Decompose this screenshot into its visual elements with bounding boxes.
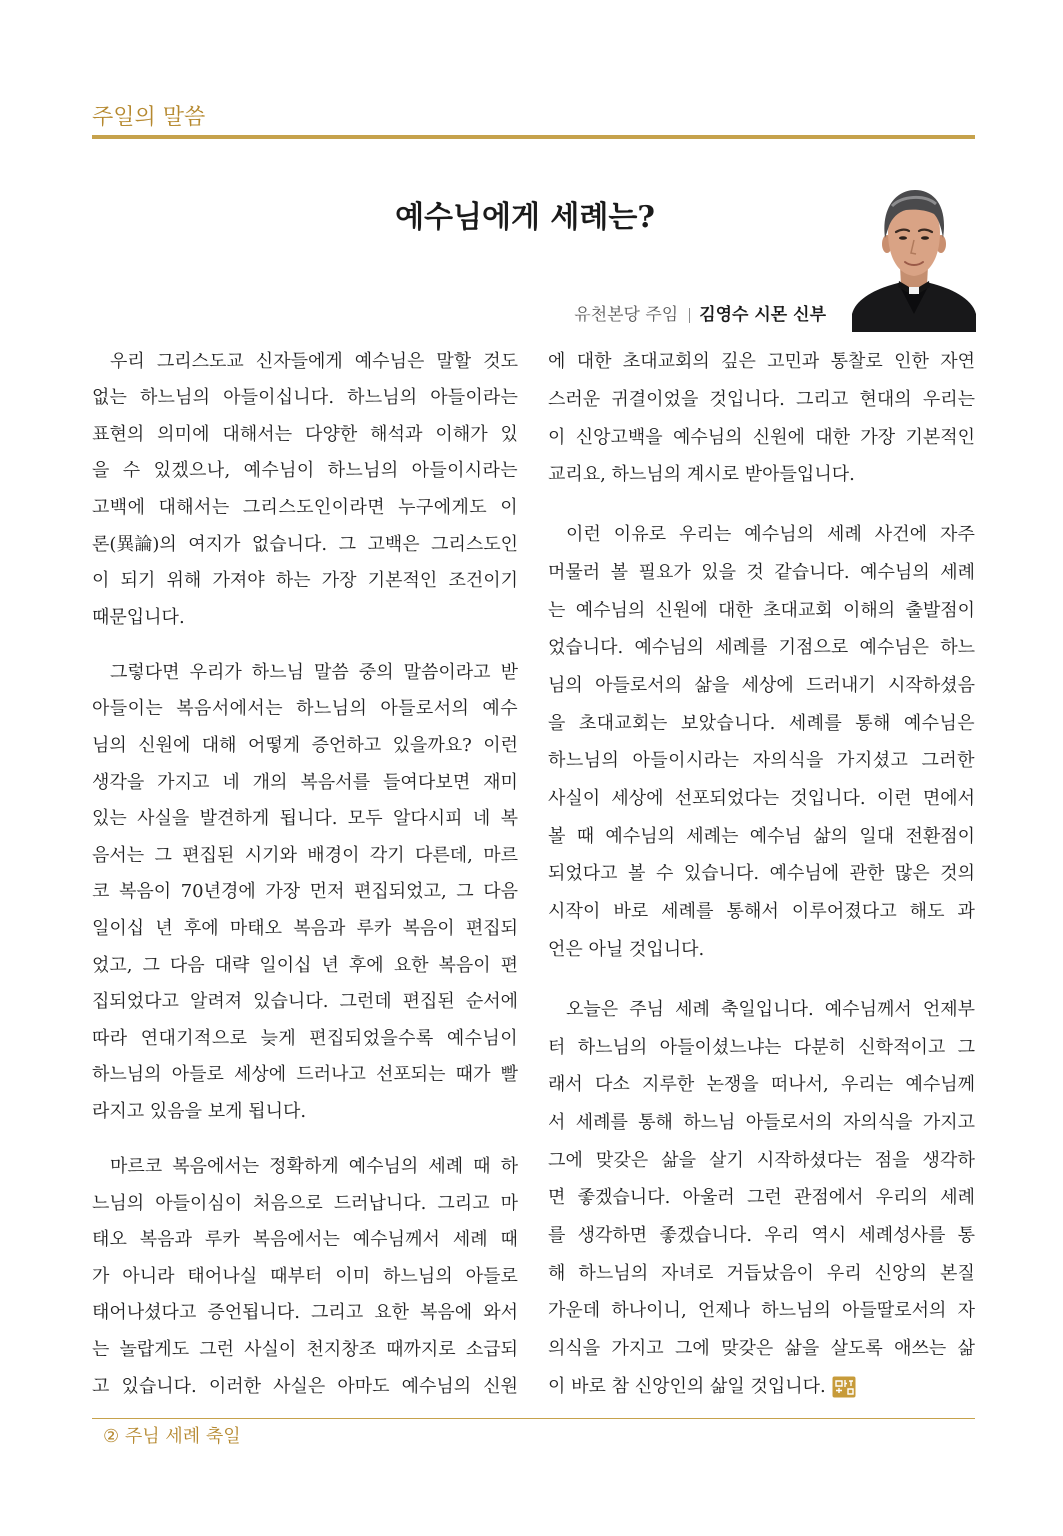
line-text: 사실이 세상에 선포되었다는 것입니다. 이런 면에서 (548, 788, 975, 810)
line-text: 래서 다소 지루한 논쟁을 떠나서, 우리는 예수님께 (548, 1074, 975, 1096)
text-line (92, 417, 518, 454)
text-line (548, 893, 975, 931)
text-line (548, 516, 975, 554)
line-text: 생각을 가지고 네 개의 복음서를 들여다보면 재미 (92, 771, 518, 793)
line-text: 볼 때 예수님의 세례는 예수님 삶의 일대 전환점이 (548, 825, 975, 847)
text-line (92, 838, 518, 875)
line-text: 었습니다. 예수님의 세례를 기점으로 예수님은 하느 (548, 637, 975, 659)
text-line (92, 1295, 518, 1332)
text-line (92, 691, 518, 728)
text-line (548, 1368, 975, 1406)
line-text: 아들이는 복음서에서는 하느님의 아들로서의 예수 (92, 698, 518, 720)
text-line (92, 453, 518, 490)
line-text: 가 아니라 태어나실 때부터 이미 하느님의 아들로 (92, 1265, 518, 1287)
line-text: 이 되기 위해 가져야 하는 가장 기본적인 조건이기 (92, 570, 518, 592)
line-text: 론(異論)의 여지가 없습니다. 그 고백은 그리스도인 (92, 533, 518, 555)
byline (574, 305, 826, 325)
text-line (92, 344, 518, 381)
line-text: 느님의 아들이심이 처음으로 드러납니다. 그리고 마 (92, 1192, 518, 1214)
text-line (548, 818, 975, 856)
line-text: 을 초대교회는 보았습니다. 세례를 통해 예수님은 (548, 712, 975, 734)
line-text: 집되었다고 알려져 있습니다. 그런데 편집된 순서에 (92, 991, 518, 1013)
line-text: 의식을 가지고 그에 맞갖은 삶을 살도록 애쓰는 삶 (548, 1338, 975, 1360)
line-text: 해 하느님의 자녀로 거듭났음이 우리 신앙의 본질 (548, 1262, 975, 1284)
text-line (92, 380, 518, 417)
text-line (548, 1292, 975, 1330)
line-text: 마르코 복음에서는 정확하게 예수님의 세례 때 하 (110, 1155, 518, 1177)
line-text: 에 대한 초대교회의 깊은 고민과 통찰로 인한 자연 (548, 351, 975, 373)
text-line (548, 629, 975, 667)
line-text: 님의 신원에 대해 어떻게 증언하고 있을까요? 이런 (92, 735, 518, 757)
paragraph (548, 343, 975, 494)
text-line (548, 1255, 975, 1293)
line-text: 스러운 귀결이었을 것입니다. 그리고 현대의 우리는 (548, 388, 975, 410)
text-line (548, 1330, 975, 1368)
line-text: 는 놀랍게도 그런 사실이 천지창조 때까지로 소급되 (92, 1338, 518, 1360)
text-line (92, 527, 518, 564)
text-line (548, 554, 975, 592)
line-text: 서 세례를 통해 하느님 아들로서의 자의식을 가지고 (548, 1111, 975, 1133)
line-text: 코 복음이 70년경에 가장 먼저 편집되었고, 그 다음 (92, 881, 518, 903)
text-line (548, 592, 975, 630)
text-line (92, 801, 518, 838)
line-text: 교리요, 하느님의 계시로 받아들입니다. (548, 464, 855, 486)
line-text: 오늘은 주님 세례 축일입니다. 예수님께서 언제부 (566, 998, 975, 1020)
line-text: 하느님의 아들로 세상에 드러나고 선포되는 때가 빨 (92, 1064, 518, 1086)
line-text: 일이십 년 후에 마태오 복음과 루카 복음이 편집되 (92, 917, 518, 939)
text-line (92, 1222, 518, 1259)
byline-divider (689, 308, 690, 323)
section-title: 주일의 말씀 (92, 105, 206, 130)
line-text: 음서는 그 편집된 시기와 배경이 각기 다른데, 마르 (92, 844, 518, 866)
text-line (548, 742, 975, 780)
text-line (92, 1021, 518, 1058)
paragraph (92, 1149, 518, 1405)
text-line (92, 1057, 518, 1094)
line-text: 태오 복음과 루카 복음에서는 예수님께서 세례 때 (92, 1229, 518, 1251)
text-line (92, 948, 518, 985)
line-text: 이 신앙고백을 예수님의 신원에 대한 가장 기본적인 (548, 426, 975, 448)
text-line (92, 563, 518, 600)
text-line (92, 911, 518, 948)
text-line (548, 1217, 975, 1255)
text-line (548, 343, 975, 381)
text-line (92, 1149, 518, 1186)
text-line (92, 1094, 518, 1131)
end-mark-icon (832, 1376, 856, 1398)
line-text: 없는 하느님의 아들이십니다. 하느님의 아들이라는 (92, 387, 518, 409)
line-text: 그렇다면 우리가 하느님 말씀 중의 말씀이라고 받 (110, 661, 518, 683)
line-text: 라지고 있음을 보게 됩니다. (92, 1100, 307, 1122)
paragraph (92, 655, 518, 1131)
text-line (548, 991, 975, 1029)
text-line (92, 1369, 518, 1406)
text-line (548, 1142, 975, 1180)
line-text: 우리 그리스도교 신자들에게 예수님은 말할 것도 (110, 350, 518, 372)
paragraph (548, 991, 975, 1406)
line-text: 언은 아닐 것입니다. (548, 938, 705, 960)
text-line (92, 728, 518, 765)
text-line (548, 705, 975, 743)
text-line (548, 780, 975, 818)
paragraph (548, 516, 975, 968)
text-line (548, 419, 975, 457)
text-line (548, 381, 975, 419)
text-line (92, 874, 518, 911)
line-text: 를 생각하면 좋겠습니다. 우리 역시 세례성사를 통 (548, 1225, 975, 1247)
line-text: 님의 아들로서의 삶을 세상에 드러내기 시작하셨음 (548, 675, 975, 697)
line-text: 시작이 바로 세례를 통해서 이루어졌다고 해도 과 (548, 901, 975, 923)
text-column-right (548, 343, 975, 1405)
line-text: 었고, 그 다음 대략 일이십 년 후에 요한 복음이 편 (92, 954, 518, 976)
author-name: 김영수 시몬 신부 (699, 305, 826, 325)
text-line (92, 1186, 518, 1223)
line-text: 이 바로 참 신앙인의 삶일 것입니다. (548, 1375, 826, 1397)
paragraph (92, 344, 518, 637)
text-line (548, 931, 975, 969)
text-line (548, 456, 975, 494)
text-line (92, 984, 518, 1021)
line-text: 고 있습니다. 이러한 사실은 아마도 예수님의 신원 (92, 1375, 518, 1397)
text-line (548, 1104, 975, 1142)
line-text: 표현의 의미에 대해서는 다양한 해석과 이해가 있 (92, 423, 518, 445)
text-line (92, 1259, 518, 1296)
line-text: 는 예수님의 신원에 대한 초대교회 이해의 출발점이 (548, 599, 975, 621)
text-line (548, 855, 975, 893)
line-text: 때문입니다. (92, 606, 185, 628)
text-line (548, 1179, 975, 1217)
article-title: 예수님에게 세례는? (395, 200, 655, 235)
line-text: 면 좋겠습니다. 아울러 그런 관점에서 우리의 세례 (548, 1187, 975, 1209)
line-text: 을 수 있겠으나, 예수님이 하느님의 아들이시라는 (92, 460, 518, 482)
line-text: 가운데 하나이니, 언제나 하느님의 아들딸로서의 자 (548, 1300, 975, 1322)
line-text: 하느님의 아들이시라는 자의식을 가지셨고 그러한 (548, 750, 975, 772)
text-column-left (92, 344, 518, 1405)
footer-rule (92, 1418, 975, 1419)
text-line (92, 1332, 518, 1369)
line-text: 고백에 대해서는 그리스도인이라면 누구에게도 이 (92, 497, 518, 519)
line-text: 터 하느님의 아들이셨느냐는 다분히 신학적이고 그 (548, 1036, 975, 1058)
text-line (92, 765, 518, 802)
header-rule (92, 135, 975, 139)
text-line (548, 1066, 975, 1104)
page-label: ② 주님 세례 축일 (103, 1426, 241, 1447)
line-text: 되었다고 볼 수 있습니다. 예수님에 관한 많은 것의 (548, 863, 975, 885)
text-line (548, 1029, 975, 1067)
text-line (92, 655, 518, 692)
line-text: 이런 이유로 우리는 예수님의 세례 사건에 자주 (566, 524, 975, 546)
text-line (548, 667, 975, 705)
text-line (92, 490, 518, 527)
line-text: 따라 연대기적으로 늦게 편집되었을수록 예수님이 (92, 1027, 518, 1049)
author-role: 유천본당 주임 (574, 305, 679, 325)
line-text: 태어나셨다고 증언됩니다. 그리고 요한 복음에 와서 (92, 1302, 518, 1324)
line-text: 있는 사실을 발견하게 됩니다. 모두 알다시피 네 복 (92, 808, 518, 830)
line-text: 머물러 볼 필요가 있을 것 같습니다. 예수님의 세례 (548, 561, 975, 583)
line-text: 그에 맞갖은 삶을 살기 시작하셨다는 점을 생각하 (548, 1149, 975, 1171)
text-line (92, 600, 518, 637)
author-portrait-photo (852, 182, 976, 332)
